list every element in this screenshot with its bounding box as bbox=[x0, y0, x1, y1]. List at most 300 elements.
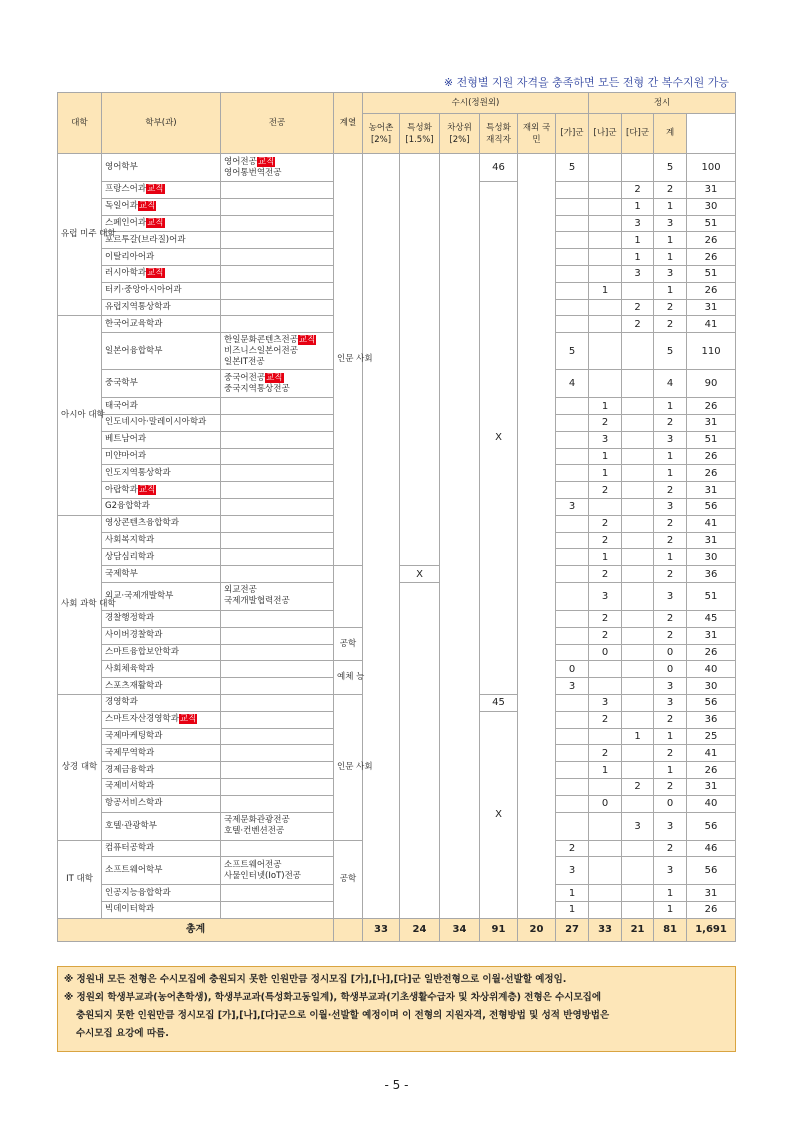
na-cell: 2 bbox=[589, 482, 622, 499]
total-cell: 26 bbox=[687, 232, 736, 249]
major-line bbox=[224, 384, 330, 395]
dept-cell bbox=[102, 482, 221, 499]
major-cell bbox=[221, 414, 334, 431]
dept-label: 국제비서학과 bbox=[105, 781, 155, 792]
totals-ga: 27 bbox=[556, 918, 589, 941]
da-cell bbox=[622, 431, 654, 448]
major-cell bbox=[221, 249, 334, 266]
dept-cell bbox=[102, 333, 221, 370]
total-cell: 56 bbox=[687, 498, 736, 515]
dept-cell bbox=[102, 414, 221, 431]
major-cell bbox=[221, 582, 334, 610]
da-cell bbox=[622, 333, 654, 370]
da-cell bbox=[622, 644, 654, 661]
dept-cell bbox=[102, 812, 221, 840]
major-label: 호텔·컨벤션전공 bbox=[224, 826, 285, 836]
footer-note-4: 수시모집 요강에 따름. bbox=[76, 1028, 169, 1039]
dept-label: 사회체육학과 bbox=[105, 663, 155, 674]
sum-cell: 2 bbox=[654, 482, 687, 499]
sum-cell: 2 bbox=[654, 414, 687, 431]
da-cell bbox=[622, 678, 654, 695]
dept-label: 경제금융학과 bbox=[105, 764, 155, 775]
major-cell bbox=[221, 902, 334, 919]
da-cell bbox=[622, 498, 654, 515]
teaching-badge: 교직 bbox=[266, 372, 283, 383]
na-cell bbox=[589, 498, 622, 515]
na-cell: 2 bbox=[589, 627, 622, 644]
total-cell: 26 bbox=[687, 762, 736, 779]
da-cell bbox=[622, 532, 654, 549]
teaching-badge: 교직 bbox=[147, 268, 164, 279]
major-cell bbox=[221, 840, 334, 857]
specialized-x: X bbox=[400, 566, 440, 583]
total-cell: 51 bbox=[687, 265, 736, 282]
dept-label: 독일어과 bbox=[105, 201, 138, 212]
dept-label: 중국학부 bbox=[105, 378, 138, 389]
sum-cell: 3 bbox=[654, 678, 687, 695]
sum-cell: 1 bbox=[654, 198, 687, 215]
header-jeongsi: 정시 bbox=[589, 93, 736, 114]
total-cell: 40 bbox=[687, 795, 736, 812]
da-cell: 2 bbox=[622, 316, 654, 333]
totals-row bbox=[58, 918, 736, 941]
ga-cell bbox=[556, 812, 589, 840]
major-label: 영어전공 bbox=[224, 156, 257, 167]
major-label: 사물인터넷(IoT)전공 bbox=[224, 870, 302, 881]
sum-cell: 4 bbox=[654, 370, 687, 398]
teaching-badge: 교직 bbox=[147, 217, 164, 228]
major-cell bbox=[221, 215, 334, 232]
major-line bbox=[224, 860, 330, 871]
dept-cell bbox=[102, 678, 221, 695]
major-line bbox=[224, 815, 330, 826]
ga-cell bbox=[556, 482, 589, 499]
major-line bbox=[224, 596, 330, 607]
header-da: [다]군 bbox=[622, 114, 654, 154]
sum-cell: 3 bbox=[654, 498, 687, 515]
ga-cell bbox=[556, 282, 589, 299]
da-cell bbox=[622, 610, 654, 627]
sum-cell: 1 bbox=[654, 282, 687, 299]
ga-cell: 4 bbox=[556, 370, 589, 398]
dept-cell bbox=[102, 182, 221, 199]
overseas-column-cell bbox=[518, 154, 556, 919]
major-cell bbox=[221, 627, 334, 644]
dept-cell bbox=[102, 316, 221, 333]
major-cell bbox=[221, 644, 334, 661]
totals-sum: 81 bbox=[654, 918, 687, 941]
total-cell: 40 bbox=[687, 661, 736, 678]
dept-cell bbox=[102, 902, 221, 919]
header-specialized-worker: 특성화 재직자 bbox=[480, 114, 518, 154]
total-cell: 51 bbox=[687, 582, 736, 610]
total-cell: 56 bbox=[687, 694, 736, 711]
major-cell bbox=[221, 154, 334, 182]
dept-label: 영상콘텐츠융합학과 bbox=[105, 518, 179, 529]
major-cell bbox=[221, 282, 334, 299]
ga-cell bbox=[556, 215, 589, 232]
dept-label: 인공지능융합학과 bbox=[105, 887, 171, 898]
da-cell: 3 bbox=[622, 215, 654, 232]
ga-cell bbox=[556, 694, 589, 711]
major-line bbox=[224, 871, 330, 882]
totals-da: 21 bbox=[622, 918, 654, 941]
sum-cell: 2 bbox=[654, 627, 687, 644]
na-cell: 1 bbox=[589, 282, 622, 299]
da-cell bbox=[622, 549, 654, 566]
ga-cell bbox=[556, 762, 589, 779]
total-cell: 41 bbox=[687, 515, 736, 532]
sum-cell: 1 bbox=[654, 448, 687, 465]
dept-label: 경영학과 bbox=[105, 697, 138, 708]
header-major: 전공 bbox=[221, 93, 334, 154]
top-note: ※ 전형별 지원 자격을 충족하면 모든 전형 간 복수지원 가능 bbox=[443, 76, 729, 89]
dept-label: 베트남어과 bbox=[105, 434, 147, 445]
dept-label: 국제학부 bbox=[105, 568, 138, 579]
major-cell bbox=[221, 465, 334, 482]
sum-cell: 3 bbox=[654, 215, 687, 232]
total-cell: 26 bbox=[687, 398, 736, 415]
major-line bbox=[224, 585, 330, 596]
totals-total: 1,691 bbox=[687, 918, 736, 941]
dept-cell bbox=[102, 610, 221, 627]
major-cell bbox=[221, 661, 334, 678]
ga-cell: 1 bbox=[556, 885, 589, 902]
ga-cell bbox=[556, 711, 589, 728]
major-cell bbox=[221, 498, 334, 515]
total-cell: 30 bbox=[687, 678, 736, 695]
dept-cell bbox=[102, 778, 221, 795]
sum-cell: 1 bbox=[654, 762, 687, 779]
sum-cell: 3 bbox=[654, 265, 687, 282]
total-cell: 41 bbox=[687, 316, 736, 333]
da-cell: 2 bbox=[622, 778, 654, 795]
lowincome-column-cell bbox=[440, 154, 480, 919]
dept-cell bbox=[102, 265, 221, 282]
specialized-worker-europe: 46 bbox=[480, 154, 518, 182]
major-cell bbox=[221, 515, 334, 532]
ga-cell: 0 bbox=[556, 661, 589, 678]
na-cell: 3 bbox=[589, 694, 622, 711]
total-cell: 100 bbox=[687, 154, 736, 182]
sum-cell: 0 bbox=[654, 644, 687, 661]
major-line bbox=[224, 168, 330, 179]
da-cell: 1 bbox=[622, 728, 654, 745]
dept-cell bbox=[102, 515, 221, 532]
sum-cell: 2 bbox=[654, 778, 687, 795]
na-cell: 1 bbox=[589, 448, 622, 465]
page-number: - 5 - bbox=[384, 1078, 409, 1092]
dept-label: 경찰행정학과 bbox=[105, 613, 155, 624]
total-cell: 41 bbox=[687, 745, 736, 762]
da-cell bbox=[622, 515, 654, 532]
major-label: 한일문화콘텐츠전공 bbox=[224, 334, 298, 345]
ga-cell bbox=[556, 448, 589, 465]
dept-cell bbox=[102, 627, 221, 644]
header-rural: 농어촌 [2%] bbox=[363, 114, 400, 154]
dept-cell bbox=[102, 448, 221, 465]
ga-cell bbox=[556, 778, 589, 795]
college-social: 사회 과학 대학 bbox=[58, 515, 102, 694]
da-cell bbox=[622, 582, 654, 610]
dept-cell bbox=[102, 840, 221, 857]
major-cell bbox=[221, 232, 334, 249]
dept-label: 국제무역학과 bbox=[105, 747, 155, 758]
total-cell: 31 bbox=[687, 532, 736, 549]
major-label: 소프트웨어전공 bbox=[224, 859, 282, 870]
ga-cell bbox=[556, 644, 589, 661]
major-cell bbox=[221, 182, 334, 199]
major-label: 중국어전공 bbox=[224, 372, 266, 383]
dept-label: 한국어교육학과 bbox=[105, 318, 163, 329]
na-cell bbox=[589, 215, 622, 232]
na-cell bbox=[589, 885, 622, 902]
na-cell bbox=[589, 857, 622, 885]
dept-label: 아랍학과 bbox=[105, 484, 138, 495]
total-cell: 31 bbox=[687, 778, 736, 795]
major-cell bbox=[221, 762, 334, 779]
na-cell: 1 bbox=[589, 465, 622, 482]
ga-cell bbox=[556, 182, 589, 199]
da-cell bbox=[622, 414, 654, 431]
major-cell bbox=[221, 299, 334, 316]
dept-label: 국제마케팅학과 bbox=[105, 730, 163, 741]
sum-cell: 3 bbox=[654, 857, 687, 885]
dept-label: 컴퓨터공학과 bbox=[105, 842, 155, 853]
teaching-badge: 교직 bbox=[138, 484, 156, 495]
total-cell: 30 bbox=[687, 549, 736, 566]
dept-cell bbox=[102, 198, 221, 215]
total-cell: 36 bbox=[687, 566, 736, 583]
totals-specialized-worker: 91 bbox=[480, 918, 518, 941]
ga-cell bbox=[556, 198, 589, 215]
major-cell bbox=[221, 448, 334, 465]
total-cell: 26 bbox=[687, 465, 736, 482]
da-cell bbox=[622, 465, 654, 482]
na-cell bbox=[589, 678, 622, 695]
ga-cell: 5 bbox=[556, 154, 589, 182]
na-cell: 2 bbox=[589, 532, 622, 549]
dept-cell bbox=[102, 762, 221, 779]
ga-cell bbox=[556, 610, 589, 627]
footer-note-2: ※ 정원외 학생부교과(농어촌학생), 학생부교과(특성화고동일계), 학생부교과(기초생활수급자 및 차상위계층) 전형은 수시모집에 bbox=[64, 992, 601, 1003]
header-specialized: 특성화 [1.5%] bbox=[400, 114, 440, 154]
dept-cell bbox=[102, 694, 221, 711]
sum-cell: 1 bbox=[654, 549, 687, 566]
sum-cell: 2 bbox=[654, 515, 687, 532]
ga-cell: 3 bbox=[556, 857, 589, 885]
da-cell: 1 bbox=[622, 198, 654, 215]
da-cell bbox=[622, 482, 654, 499]
major-cell bbox=[221, 728, 334, 745]
total-cell: 45 bbox=[687, 610, 736, 627]
ga-cell bbox=[556, 582, 589, 610]
total-cell: 26 bbox=[687, 902, 736, 919]
dept-label: 이탈리아어과 bbox=[105, 251, 155, 262]
sum-cell: 1 bbox=[654, 398, 687, 415]
track-arts: 예체 능 bbox=[334, 661, 363, 695]
sum-cell: 1 bbox=[654, 249, 687, 266]
ga-cell: 2 bbox=[556, 840, 589, 857]
dept-label: 스마트융합보안학과 bbox=[105, 646, 179, 657]
da-cell bbox=[622, 795, 654, 812]
major-cell bbox=[221, 333, 334, 370]
major-label: 국제문화관광전공 bbox=[224, 815, 290, 825]
totals-overseas: 20 bbox=[518, 918, 556, 941]
sum-cell: 1 bbox=[654, 885, 687, 902]
dept-cell bbox=[102, 661, 221, 678]
ga-cell bbox=[556, 232, 589, 249]
dept-cell bbox=[102, 644, 221, 661]
major-cell bbox=[221, 745, 334, 762]
major-cell bbox=[221, 885, 334, 902]
ga-cell bbox=[556, 299, 589, 316]
da-cell: 2 bbox=[622, 299, 654, 316]
da-cell bbox=[622, 398, 654, 415]
dept-label: 소프트웨어학부 bbox=[105, 865, 163, 876]
header-overseas: 재외 국민 bbox=[518, 114, 556, 154]
dept-cell bbox=[102, 885, 221, 902]
specialized-worker-x-upper: X bbox=[480, 182, 518, 695]
da-cell bbox=[622, 661, 654, 678]
dept-label: 터키·중앙아시아어과 bbox=[105, 285, 182, 296]
major-cell bbox=[221, 265, 334, 282]
dept-cell bbox=[102, 232, 221, 249]
ga-cell bbox=[556, 549, 589, 566]
total-cell: 31 bbox=[687, 299, 736, 316]
totals-na: 33 bbox=[589, 918, 622, 941]
na-cell: 3 bbox=[589, 582, 622, 610]
totals-rural: 33 bbox=[363, 918, 400, 941]
dept-cell bbox=[102, 370, 221, 398]
dept-cell bbox=[102, 215, 221, 232]
header-sum: 계 bbox=[654, 114, 687, 154]
ga-cell: 3 bbox=[556, 678, 589, 695]
da-cell bbox=[622, 154, 654, 182]
na-cell bbox=[589, 154, 622, 182]
sum-cell: 1 bbox=[654, 728, 687, 745]
total-cell: 25 bbox=[687, 728, 736, 745]
teaching-badge: 교직 bbox=[138, 201, 156, 212]
footer-notes bbox=[57, 966, 736, 1052]
track-humanities-cont bbox=[334, 566, 363, 628]
total-cell: 31 bbox=[687, 627, 736, 644]
total-cell: 90 bbox=[687, 370, 736, 398]
ga-cell bbox=[556, 728, 589, 745]
sum-cell: 1 bbox=[654, 232, 687, 249]
major-line bbox=[224, 357, 330, 368]
dept-label: 스페인어과 bbox=[105, 217, 147, 228]
na-cell: 2 bbox=[589, 711, 622, 728]
total-cell: 31 bbox=[687, 182, 736, 199]
teaching-badge: 교직 bbox=[257, 156, 275, 167]
dept-label: 인도네시아·말레이시아학과 bbox=[105, 417, 207, 428]
major-line bbox=[224, 373, 330, 384]
sum-cell: 5 bbox=[654, 333, 687, 370]
major-cell bbox=[221, 857, 334, 885]
header-college: 대학 bbox=[58, 93, 102, 154]
da-cell bbox=[622, 745, 654, 762]
major-cell bbox=[221, 431, 334, 448]
dept-label: 포르투갈(브라질)어과 bbox=[105, 234, 186, 245]
dept-cell bbox=[102, 431, 221, 448]
specialized-worker-business: 45 bbox=[480, 694, 518, 711]
na-cell: 0 bbox=[589, 795, 622, 812]
na-cell bbox=[589, 840, 622, 857]
ga-cell: 1 bbox=[556, 902, 589, 919]
dept-cell bbox=[102, 566, 221, 583]
da-cell bbox=[622, 902, 654, 919]
major-cell bbox=[221, 532, 334, 549]
sum-cell: 2 bbox=[654, 745, 687, 762]
na-cell bbox=[589, 232, 622, 249]
teaching-badge: 교직 bbox=[147, 184, 164, 195]
dept-label: 태국어과 bbox=[105, 400, 138, 411]
major-cell bbox=[221, 316, 334, 333]
sum-cell: 2 bbox=[654, 566, 687, 583]
specialized-column-cell-lower bbox=[400, 582, 440, 918]
total-cell: 26 bbox=[687, 249, 736, 266]
sum-cell: 2 bbox=[654, 711, 687, 728]
major-label: 영어통번역전공 bbox=[224, 167, 282, 178]
dept-cell bbox=[102, 249, 221, 266]
dept-cell bbox=[102, 498, 221, 515]
na-cell bbox=[589, 299, 622, 316]
college-it: IT 대학 bbox=[58, 840, 102, 918]
ga-cell bbox=[556, 795, 589, 812]
na-cell bbox=[589, 198, 622, 215]
specialized-worker-x-lower: X bbox=[480, 711, 518, 918]
sum-cell: 1 bbox=[654, 902, 687, 919]
da-cell: 1 bbox=[622, 232, 654, 249]
dept-label: 스마트자산경영학과 bbox=[105, 714, 179, 725]
major-cell bbox=[221, 482, 334, 499]
dept-cell bbox=[102, 532, 221, 549]
totals-lowincome: 34 bbox=[440, 918, 480, 941]
header-susi: 수시(정원외) bbox=[363, 93, 589, 114]
footer-note-3: 충원되지 못한 인원만큼 정시모집 [가],[나],[다]군으로 이월·선발할 예정이며 이 전형의 지원자격, 전형방법 및 성적 반영방법은 bbox=[76, 1010, 610, 1021]
na-cell bbox=[589, 370, 622, 398]
major-cell bbox=[221, 778, 334, 795]
na-cell: 1 bbox=[589, 762, 622, 779]
na-cell bbox=[589, 316, 622, 333]
dept-label: G2융합학과 bbox=[105, 501, 150, 512]
header-na: [나]군 bbox=[589, 114, 622, 154]
footer-note-1: ※ 정원내 모든 전형은 수시모집에 충원되지 못한 인원만큼 정시모집 [가],[나],[다]군 일반전형으로 이월·선발할 예정임. bbox=[64, 974, 567, 985]
major-cell bbox=[221, 610, 334, 627]
total-cell: 30 bbox=[687, 198, 736, 215]
dept-label: 영어학부 bbox=[105, 162, 138, 172]
table-row bbox=[58, 154, 736, 182]
major-label: 중국지역통상전공 bbox=[224, 383, 290, 394]
dept-label: 스포츠재활학과 bbox=[105, 680, 163, 691]
table-body bbox=[58, 154, 736, 919]
track-humanities-2: 인문 사회 bbox=[334, 694, 363, 840]
da-cell bbox=[622, 448, 654, 465]
ga-cell bbox=[556, 627, 589, 644]
sum-cell: 3 bbox=[654, 694, 687, 711]
major-cell bbox=[221, 678, 334, 695]
dept-label: 일본어융합학부 bbox=[105, 345, 163, 356]
total-cell: 26 bbox=[687, 448, 736, 465]
dept-cell bbox=[102, 795, 221, 812]
da-cell bbox=[622, 711, 654, 728]
ga-cell bbox=[556, 414, 589, 431]
ga-cell bbox=[556, 398, 589, 415]
da-cell bbox=[622, 885, 654, 902]
na-cell: 3 bbox=[589, 431, 622, 448]
dept-cell bbox=[102, 711, 221, 728]
